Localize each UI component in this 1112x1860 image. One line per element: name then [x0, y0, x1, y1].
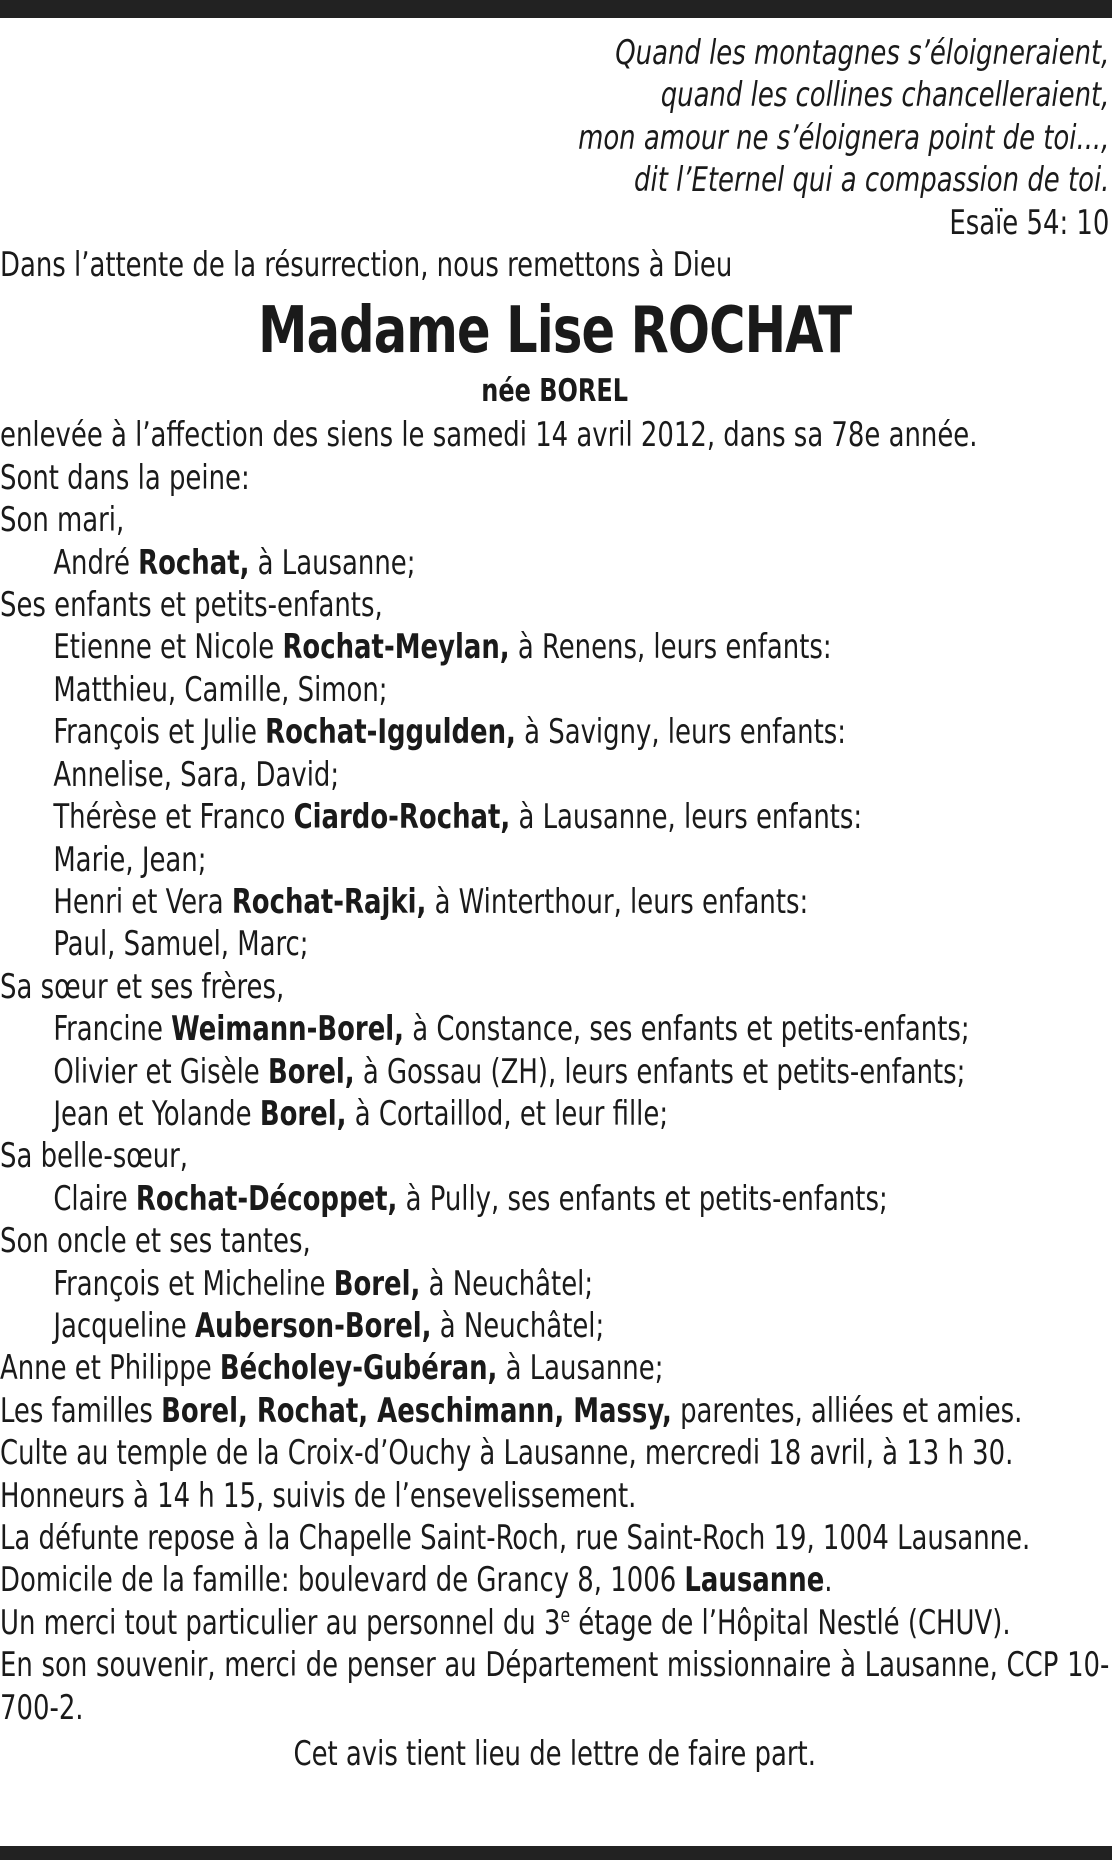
deceased-name: Madame Lise ROCHAT	[258, 294, 852, 369]
verse-line: dit l’Eternel qui a compassion de toi.	[634, 160, 1110, 200]
sisterinlaw-entry: Claire Rochat-Décoppet, à Pully, ses enfants et petits-enfants;	[53, 1178, 888, 1218]
uncle-entry: Jacqueline Auberson-Borel, à Neuchâtel;	[53, 1305, 605, 1345]
honours-info: Honneurs à 14 h 15, suivis de l’ensevelissement.	[0, 1475, 637, 1515]
passing-text: enlevée à l’affection des siens le samedi 14 avril 2012, dans sa 78e année.	[0, 415, 978, 455]
memory-info: En son souvenir, merci de penser au Département missionnaire à Lausanne, CCP 10-700-2.	[0, 1645, 1110, 1727]
families-entry: Les familles Borel, Rochat, Aeschimann, Massy, parentes, alliées et amies.	[0, 1390, 1023, 1430]
thanks-info: Un merci tout particulier au personnel du 3e étage de l’Hôpital Nestlé (CHUV).	[0, 1602, 1011, 1642]
verse-line: quand les collines chancelleraient,	[660, 75, 1110, 115]
husband-entry: André Rochat, à Lausanne;	[53, 542, 416, 582]
sibling-entry: Francine Weimann-Borel, à Constance, ses enfants et petits-enfants;	[53, 1009, 970, 1049]
sisterinlaw-heading: Sa belle-sœur,	[0, 1136, 189, 1176]
intro-text: Dans l’attente de la résurrection, nous remettons à Dieu	[0, 245, 733, 285]
friends-entry: Anne et Philippe Bécholey-Gubéran, à Lausanne;	[0, 1348, 664, 1388]
child-entry: Thérèse et Franco Ciardo-Rochat, à Lausanne, leurs enfants:	[53, 797, 863, 837]
children-heading: Ses enfants et petits-enfants,	[0, 585, 383, 625]
mourners-heading: Sont dans la peine:	[0, 457, 250, 497]
top-border-rule	[0, 0, 1112, 18]
closing-note: Cet avis tient lieu de lettre de faire part.	[293, 1734, 816, 1774]
rest-place-info: La défunte repose à la Chapelle Saint-Roch, rue Saint-Roch 19, 1004 Lausanne.	[0, 1518, 1031, 1557]
child-entry: Etienne et Nicole Rochat-Meylan, à Renens, leurs enfants:	[53, 627, 832, 667]
sibling-entry: Jean et Yolande Borel, à Cortaillod, et leur fille;	[53, 1093, 669, 1133]
husband-heading: Son mari,	[0, 500, 125, 540]
verse-line: Quand les montagnes s’éloigneraient,	[615, 33, 1110, 72]
bible-verse	[0, 32, 1109, 244]
grandchildren-list: Annelise, Sara, David;	[53, 754, 340, 794]
grandchildren-list: Paul, Samuel, Marc;	[53, 924, 309, 964]
service-info: Culte au temple de la Croix-d’Ouchy à Lausanne, mercredi 18 avril, à 13 h 30.	[0, 1433, 1014, 1473]
siblings-heading: Sa sœur et ses frères,	[0, 966, 285, 1006]
uncle-heading: Son oncle et ses tantes,	[0, 1221, 311, 1261]
maiden-name: née BOREL	[481, 373, 629, 410]
child-entry: François et Julie Rochat-Iggulden, à Savigny, leurs enfants:	[53, 712, 846, 752]
bottom-border-rule	[0, 1846, 1112, 1860]
child-entry: Henri et Vera Rochat-Rajki, à Winterthour, leurs enfants:	[53, 881, 809, 921]
verse-reference: Esaïe 54: 10	[949, 202, 1110, 242]
sibling-entry: Olivier et Gisèle Borel, à Gossau (ZH), leurs enfants et petits-enfants;	[53, 1051, 966, 1091]
uncle-entry: François et Micheline Borel, à Neuchâtel;	[53, 1263, 594, 1303]
domicile-info: Domicile de la famille: boulevard de Grancy 8, 1006 Lausanne.	[0, 1560, 833, 1600]
obituary-notice	[0, 32, 1109, 1775]
grandchildren-list: Marie, Jean;	[53, 839, 207, 879]
verse-line: mon amour ne s’éloignera point de toi...,	[578, 117, 1110, 157]
grandchildren-list: Matthieu, Camille, Simon;	[53, 669, 388, 709]
